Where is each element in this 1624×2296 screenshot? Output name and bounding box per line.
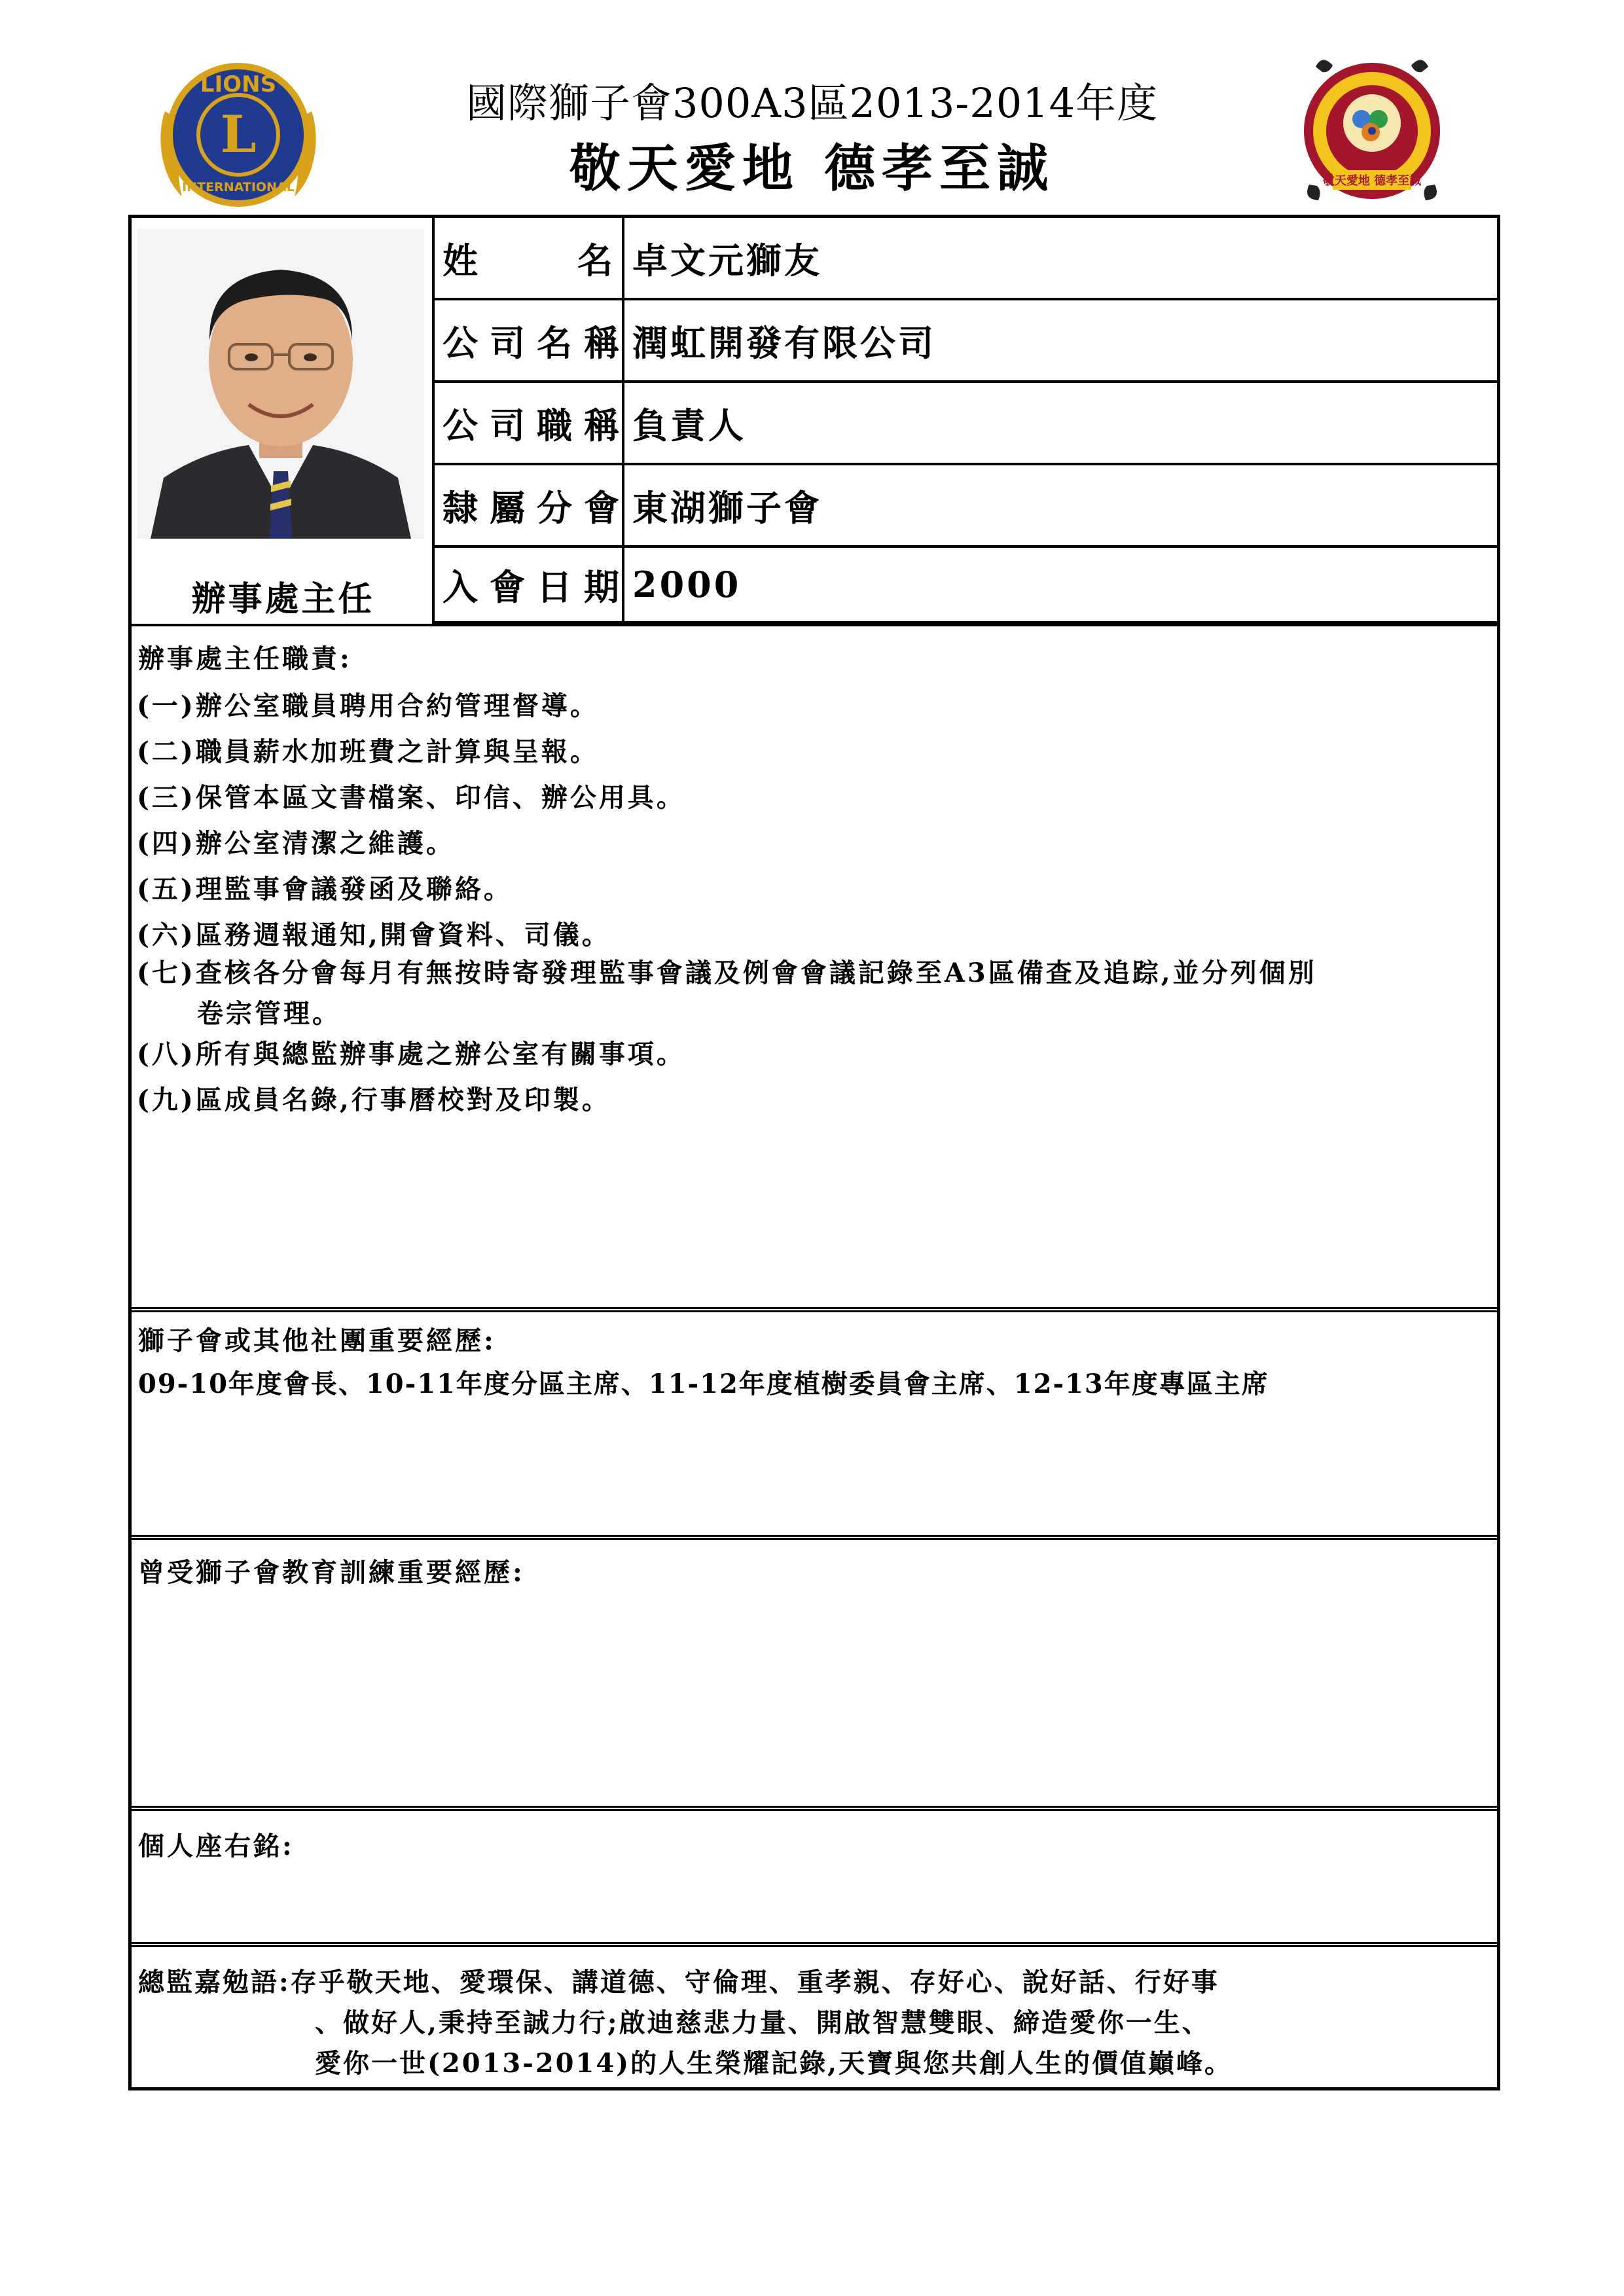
governor-message-section (132, 1942, 1497, 2087)
join-date-value: 2000 (632, 564, 742, 605)
info-row-name (435, 218, 1500, 300)
experience-title: 獅子會或其他社團重要經歷: (138, 1325, 496, 1356)
motto-title: 個人座右銘: (138, 1831, 295, 1861)
duty-item: (三)保管本區文書檔案、印信、辦公用具。 (137, 782, 685, 813)
governor-message-line: 總監嘉勉語:存乎敬天地、愛環保、講道德、守倫理、重孝親、存好心、說好話、行好事 (138, 1967, 1219, 1998)
duty-item: (二)職員薪水加班費之計算與呈報。 (137, 736, 599, 767)
duty-item: (六)區務週報通知,開會資料、司儀。 (137, 920, 611, 950)
job-title-value: 負責人 (632, 404, 746, 446)
name-value: 卓文元獅友 (632, 239, 822, 281)
svg-text:L: L (220, 105, 257, 164)
svg-text:敬天愛地 德孝至誠: 敬天愛地 德孝至誠 (1322, 174, 1422, 188)
experience-text: 09-10年度會長、10-11年度分區主席、11-12年度植樹委員會主席、12-13年度專區主席 (138, 1369, 1269, 1399)
training-title: 曾受獅子會教育訓練重要經歷: (138, 1557, 525, 1588)
name-label: 姓 名 (435, 218, 624, 298)
document-title: 國際獅子會300A3區2013-2014年度 (465, 79, 1159, 127)
info-row-club (435, 465, 1500, 548)
duty-item: (五)理監事會議發函及聯絡。 (137, 874, 513, 905)
position-title: 辦事處主任 (191, 579, 375, 619)
duty-item: (八)所有與總監辦事處之辦公室有關事項。 (137, 1039, 685, 1069)
club-label: 隸屬分會 (435, 465, 624, 545)
portrait-photo (137, 229, 424, 539)
document-slogan: 敬天愛地 德孝至誠 (569, 139, 1055, 198)
info-row-job-title (435, 383, 1500, 465)
duty-item: (四)辦公室清潔之維護。 (137, 828, 455, 859)
duty-item-continued: 卷宗管理。 (197, 998, 341, 1029)
company-name-label: 公司名稱 (435, 300, 624, 380)
motto-section (132, 1806, 1497, 1942)
governor-message-line: 愛你一世(2013-2014)的人生榮耀記錄,天寶與您共創人生的價值巔峰。 (315, 2048, 1233, 2079)
governor-message-line: 、做好人,秉持至誠力行;啟迪慈悲力量、開啟智慧雙眼、締造愛你一生、 (315, 2007, 1210, 2038)
club-value: 東湖獅子會 (632, 486, 822, 529)
photo-cell (132, 218, 435, 624)
company-name-value: 潤虹開發有限公司 (632, 321, 936, 364)
district-emblem-logo (1303, 54, 1441, 211)
svg-text:INTERNATIONAL: INTERNATIONAL (182, 180, 295, 194)
duties-section (132, 624, 1497, 1307)
duty-item: (七)查核各分會每月有無按時寄發理監事會議及例會會議記錄至A3區備查及追踪,並分列個別 (137, 958, 1317, 988)
info-row-company (435, 300, 1500, 383)
duty-item: (九)區成員名錄,行事曆校對及印製。 (137, 1085, 611, 1115)
training-section (132, 1535, 1497, 1806)
job-title-label: 公司職稱 (435, 383, 624, 463)
duty-item: (一)辦公室職員聘用合約管理督導。 (137, 691, 599, 721)
info-row-join-date (435, 548, 1500, 624)
profile-form (128, 215, 1500, 2090)
duties-title: 辦事處主任職責: (138, 643, 352, 674)
experience-section (132, 1307, 1497, 1535)
svg-text:LIONS: LIONS (200, 71, 277, 98)
join-date-label: 入會日期 (435, 548, 624, 621)
